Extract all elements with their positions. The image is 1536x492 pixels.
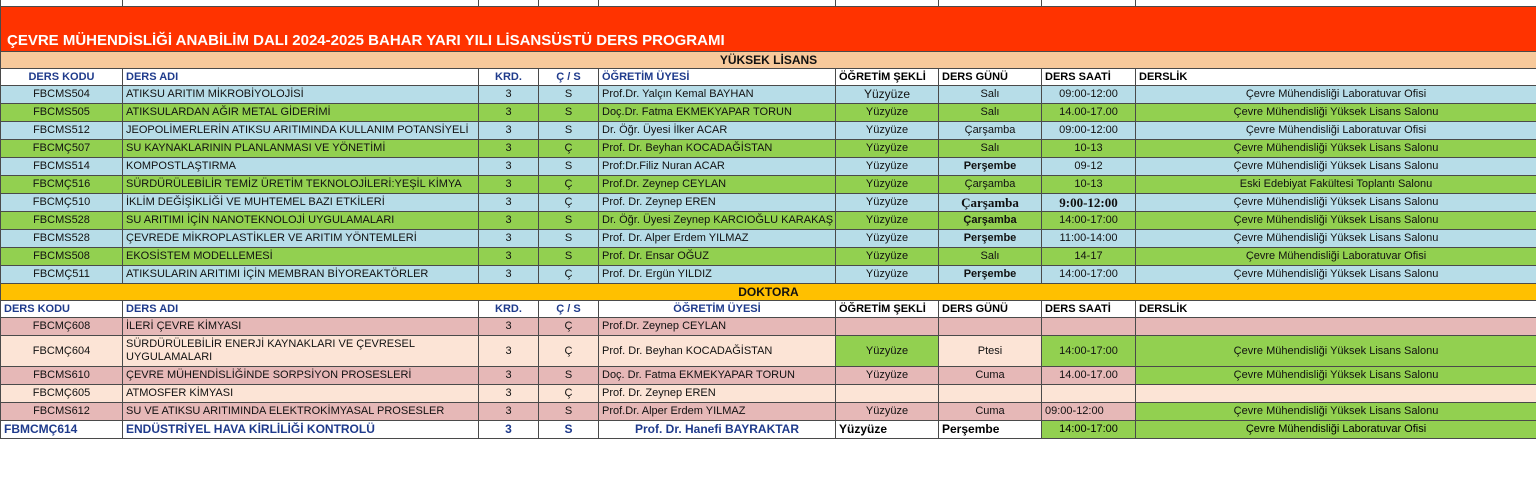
header-lecturer: ÖĞRETİM ÜYESİ	[599, 301, 836, 318]
header-mode: ÖĞRETİM ŞEKLİ	[836, 69, 939, 86]
course-mode	[836, 385, 939, 403]
header-name: DERS ADI	[123, 69, 479, 86]
title-row	[1, 7, 1536, 52]
header-room: DERSLİK	[1136, 301, 1536, 318]
course-cs: Ç	[539, 336, 599, 367]
course-cs: Ç	[539, 176, 599, 194]
course-code: FBCMS610	[1, 367, 123, 385]
course-name: ENDÜSTRİYEL HAVA KİRLİLİĞİ KONTROLÜ	[123, 421, 479, 439]
course-code: FBCMS514	[1, 158, 123, 176]
course-room: Çevre Mühendisliği Yüksek Lisans Salonu	[1136, 104, 1536, 122]
course-code: FBCMÇ511	[1, 266, 123, 284]
course-code: FBCMS512	[1, 122, 123, 140]
table-row[interactable]	[1, 194, 1536, 212]
header-credit: KRD.	[479, 301, 539, 318]
course-cs: Ç	[539, 266, 599, 284]
course-day: Perşembe	[939, 266, 1042, 284]
course-cs: Ç	[539, 194, 599, 212]
course-cs: S	[539, 86, 599, 104]
course-day: Perşembe	[939, 230, 1042, 248]
course-time: 10-13	[1042, 140, 1136, 158]
course-mode: Yüzyüze	[836, 230, 939, 248]
course-mode: Yüzyüze	[836, 212, 939, 230]
course-time: 09:00-12:00	[1042, 86, 1136, 104]
course-credit: 3	[479, 230, 539, 248]
course-name: SU KAYNAKLARININ PLANLANMASI VE YÖNETİMİ	[123, 140, 479, 158]
course-credit: 3	[479, 403, 539, 421]
course-mode: Yüzyüze	[836, 336, 939, 367]
course-name: KOMPOSTLAŞTIRMA	[123, 158, 479, 176]
course-name: SU ARITIMI İÇİN NANOTEKNOLOJİ UYGULAMALARI	[123, 212, 479, 230]
course-credit: 3	[479, 212, 539, 230]
header-room: DERSLİK	[1136, 69, 1536, 86]
course-lecturer: Prof.Dr. Zeynep CEYLAN	[599, 318, 836, 336]
course-time: 14.00-17.00	[1042, 367, 1136, 385]
course-code: FBCMS612	[1, 403, 123, 421]
course-day	[939, 385, 1042, 403]
course-code: FBCMS508	[1, 248, 123, 266]
course-mode: Yüzyüze	[836, 158, 939, 176]
course-time: 14:00-17:00	[1042, 212, 1136, 230]
course-cs: S	[539, 104, 599, 122]
course-cs: S	[539, 403, 599, 421]
table-row[interactable]	[1, 367, 1536, 385]
course-lecturer: Prof. Dr. Zeynep EREN	[599, 194, 836, 212]
course-code: FBCMÇ604	[1, 336, 123, 367]
course-cs: S	[539, 421, 599, 439]
course-mode: Yüzyüze	[836, 176, 939, 194]
course-cs: S	[539, 230, 599, 248]
course-mode	[836, 318, 939, 336]
course-lecturer: Prof.Dr. Zeynep CEYLAN	[599, 176, 836, 194]
table-row[interactable]	[1, 318, 1536, 336]
header-row-yuksek-lisans	[1, 69, 1536, 86]
header-cs: Ç / S	[539, 69, 599, 86]
section-band-yuksek-lisans	[1, 52, 1536, 69]
table-row[interactable]	[1, 176, 1536, 194]
course-mode: Yüzyüze	[836, 86, 939, 104]
header-name: DERS ADI	[123, 301, 479, 318]
course-lecturer: Dr. Öğr. Üyesi Zeynep KARCIOĞLU KARAKAŞ	[599, 212, 836, 230]
course-room: Çevre Mühendisliği Yüksek Lisans Salonu	[1136, 336, 1536, 367]
course-code: FBCMS505	[1, 104, 123, 122]
course-code: FBCMÇ516	[1, 176, 123, 194]
course-room: Çevre Mühendisliği Yüksek Lisans Salonu	[1136, 140, 1536, 158]
course-day: Salı	[939, 140, 1042, 158]
course-cs: Ç	[539, 385, 599, 403]
table-row[interactable]	[1, 104, 1536, 122]
header-credit: KRD.	[479, 69, 539, 86]
course-cs: S	[539, 212, 599, 230]
table-row[interactable]	[1, 212, 1536, 230]
table-row[interactable]	[1, 122, 1536, 140]
course-time: 14:00-17:00	[1042, 336, 1136, 367]
course-time: 14:00-17:00	[1042, 421, 1136, 439]
header-code: DERS KODU	[1, 301, 123, 318]
course-mode: Yüzyüze	[836, 367, 939, 385]
course-room: Çevre Mühendisliği Laboratuvar Ofisi	[1136, 86, 1536, 104]
course-cs: S	[539, 122, 599, 140]
table-row[interactable]	[1, 336, 1536, 367]
course-lecturer: Prof:Dr.Filiz Nuran ACAR	[599, 158, 836, 176]
course-credit: 3	[479, 367, 539, 385]
course-day: Cuma	[939, 403, 1042, 421]
course-lecturer: Prof. Dr. Hanefi BAYRAKTAR	[599, 421, 836, 439]
course-lecturer: Prof. Dr. Zeynep EREN	[599, 385, 836, 403]
table-row[interactable]	[1, 158, 1536, 176]
course-day: Salı	[939, 104, 1042, 122]
course-mode: Yüzyüze	[836, 122, 939, 140]
section-title-doktora: DOKTORA	[1, 284, 1536, 301]
course-cs: S	[539, 367, 599, 385]
header-row-doktora	[1, 301, 1536, 318]
course-cs: S	[539, 248, 599, 266]
course-day: Salı	[939, 248, 1042, 266]
course-credit: 3	[479, 336, 539, 367]
table-row[interactable]	[1, 248, 1536, 266]
course-credit: 3	[479, 385, 539, 403]
course-room: Çevre Mühendisliği Yüksek Lisans Salonu	[1136, 367, 1536, 385]
course-name: SÜRDÜRÜLEBİLİR ENERJİ KAYNAKLARI VE ÇEVRESEL UYGULAMALARI	[123, 336, 479, 367]
course-lecturer: Prof. Dr. Ensar OĞUZ	[599, 248, 836, 266]
course-time: 14:00-17:00	[1042, 266, 1136, 284]
header-time: DERS SAATİ	[1042, 301, 1136, 318]
course-credit: 3	[479, 421, 539, 439]
course-name: ÇEVREDE MİKROPLASTİKLER VE ARITIM YÖNTEMLERİ	[123, 230, 479, 248]
course-mode: Yüzyüze	[836, 194, 939, 212]
course-code: FBCMÇ608	[1, 318, 123, 336]
course-time	[1042, 318, 1136, 336]
header-day: DERS GÜNÜ	[939, 301, 1042, 318]
course-room: Çevre Mühendisliği Laboratuvar Ofisi	[1136, 122, 1536, 140]
course-credit: 3	[479, 86, 539, 104]
table-row[interactable]	[1, 140, 1536, 158]
course-credit: 3	[479, 176, 539, 194]
course-name: SU VE ATIKSU ARITIMINDA ELEKTROKİMYASAL PROSESLER	[123, 403, 479, 421]
course-day	[939, 318, 1042, 336]
course-code: FBCMS528	[1, 230, 123, 248]
course-day: Cuma	[939, 367, 1042, 385]
course-credit: 3	[479, 194, 539, 212]
course-room: Çevre Mühendisliği Laboratuvar Ofisi	[1136, 421, 1536, 439]
header-time: DERS SAATİ	[1042, 69, 1136, 86]
course-name: ATIKSULARDAN AĞIR METAL GİDERİMİ	[123, 104, 479, 122]
course-room: Çevre Mühendisliği Laboratuvar Ofisi	[1136, 248, 1536, 266]
section-title-yuksek-lisans: YÜKSEK LİSANS	[1, 52, 1536, 69]
course-lecturer: Prof. Dr. Beyhan KOCADAĞİSTAN	[599, 140, 836, 158]
course-lecturer: Prof.Dr. Yalçın Kemal BAYHAN	[599, 86, 836, 104]
header-code: DERS KODU	[1, 69, 123, 86]
course-lecturer: Doç.Dr. Fatma EKMEKYAPAR TORUN	[599, 104, 836, 122]
course-credit: 3	[479, 248, 539, 266]
course-lecturer: Dr. Öğr. Üyesi İlker ACAR	[599, 122, 836, 140]
header-lecturer: ÖĞRETİM ÜYESİ	[599, 69, 836, 86]
course-code: FBCMS504	[1, 86, 123, 104]
course-day: Perşembe	[939, 158, 1042, 176]
course-time: 11:00-14:00	[1042, 230, 1136, 248]
course-lecturer: Doç. Dr. Fatma EKMEKYAPAR TORUN	[599, 367, 836, 385]
course-mode: Yüzyüze	[836, 104, 939, 122]
course-name: SÜRDÜRÜLEBİLİR TEMİZ ÜRETİM TEKNOLOJİLERİ:YEŞİL KİMYA	[123, 176, 479, 194]
header-mode: ÖĞRETİM ŞEKLİ	[836, 301, 939, 318]
table-row[interactable]	[1, 421, 1536, 439]
course-name: JEOPOLİMERLERİN ATIKSU ARITIMINDA KULLANIM POTANSİYELİ	[123, 122, 479, 140]
course-day: Salı	[939, 86, 1042, 104]
course-day: Perşembe	[939, 421, 1042, 439]
course-lecturer: Prof. Dr. Beyhan KOCADAĞİSTAN	[599, 336, 836, 367]
course-room: Çevre Mühendisliği Yüksek Lisans Salonu	[1136, 158, 1536, 176]
header-cs: Ç / S	[539, 301, 599, 318]
course-cs: Ç	[539, 318, 599, 336]
course-time: 14-17	[1042, 248, 1136, 266]
course-day: Ptesi	[939, 336, 1042, 367]
course-name: ATIKSULARIN ARITIMI İÇİN MEMBRAN BİYOREAKTÖRLER	[123, 266, 479, 284]
course-name: EKOSİSTEM MODELLEMESİ	[123, 248, 479, 266]
table-row[interactable]	[1, 385, 1536, 403]
course-room: Çevre Mühendisliği Yüksek Lisans Salonu	[1136, 403, 1536, 421]
course-time: 14.00-17.00	[1042, 104, 1136, 122]
course-room	[1136, 385, 1536, 403]
course-day: Çarşamba	[939, 176, 1042, 194]
course-lecturer: Prof. Dr. Ergün YILDIZ	[599, 266, 836, 284]
course-day: Çarşamba	[939, 194, 1042, 212]
section-band-doktora	[1, 284, 1536, 301]
course-credit: 3	[479, 318, 539, 336]
course-room: Çevre Mühendisliği Yüksek Lisans Salonu	[1136, 212, 1536, 230]
course-mode: Yüzyüze	[836, 248, 939, 266]
table-row[interactable]	[1, 403, 1536, 421]
course-credit: 3	[479, 104, 539, 122]
table-row[interactable]	[1, 86, 1536, 104]
course-mode: Yüzyüze	[836, 403, 939, 421]
course-credit: 3	[479, 266, 539, 284]
course-lecturer: Prof.Dr. Alper Erdem YILMAZ	[599, 403, 836, 421]
table-row[interactable]	[1, 266, 1536, 284]
page-title: ÇEVRE MÜHENDİSLİĞİ ANABİLİM DALI 2024-2025 BAHAR YARI YILI LİSANSÜSTÜ DERS PROGRAMI	[1, 7, 1536, 52]
course-code: FBCMÇ507	[1, 140, 123, 158]
course-code: FBCMÇ605	[1, 385, 123, 403]
course-time: 09:00-12:00	[1042, 122, 1136, 140]
table-row[interactable]	[1, 230, 1536, 248]
course-mode: Yüzyüze	[836, 266, 939, 284]
course-room: Çevre Mühendisliği Yüksek Lisans Salonu	[1136, 194, 1536, 212]
course-time: 09-12	[1042, 158, 1136, 176]
course-name: ATMOSFER KİMYASI	[123, 385, 479, 403]
course-time: 09:00-12:00	[1042, 403, 1136, 421]
course-day: Çarşamba	[939, 122, 1042, 140]
course-code: FBCMS528	[1, 212, 123, 230]
course-code: FBMCMÇ614	[1, 421, 123, 439]
course-name: İLERİ ÇEVRE KİMYASI	[123, 318, 479, 336]
course-name: ATIKSU ARITIM MİKROBİYOLOJİSİ	[123, 86, 479, 104]
course-room: Çevre Mühendisliği Yüksek Lisans Salonu	[1136, 230, 1536, 248]
course-cs: Ç	[539, 140, 599, 158]
course-mode: Yüzyüze	[836, 140, 939, 158]
course-mode: Yüzyüze	[836, 421, 939, 439]
course-time: 10-13	[1042, 176, 1136, 194]
course-room: Eski Edebiyat Fakültesi Toplantı Salonu	[1136, 176, 1536, 194]
course-room	[1136, 318, 1536, 336]
course-day: Çarşamba	[939, 212, 1042, 230]
header-day: DERS GÜNÜ	[939, 69, 1042, 86]
course-credit: 3	[479, 158, 539, 176]
course-time: 9:00-12:00	[1042, 194, 1136, 212]
course-name: ÇEVRE MÜHENDİSLİĞİNDE SORPSİYON PROSESLERİ	[123, 367, 479, 385]
course-code: FBCMÇ510	[1, 194, 123, 212]
course-credit: 3	[479, 140, 539, 158]
course-lecturer: Prof. Dr. Alper Erdem YILMAZ	[599, 230, 836, 248]
course-name: İKLİM DEĞİŞİKLİĞİ VE MUHTEMEL BAZI ETKİLERİ	[123, 194, 479, 212]
course-time	[1042, 385, 1136, 403]
course-room: Çevre Mühendisliği Yüksek Lisans Salonu	[1136, 266, 1536, 284]
course-cs: S	[539, 158, 599, 176]
course-credit: 3	[479, 122, 539, 140]
